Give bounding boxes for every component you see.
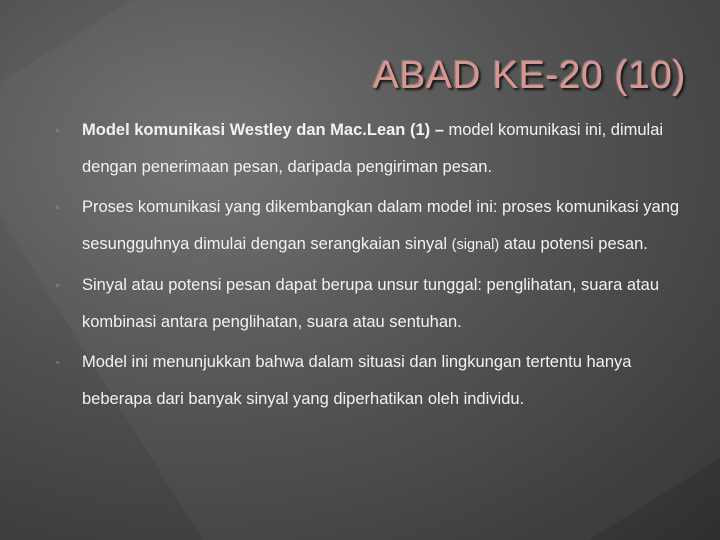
bullet-text-end: atau potensi pesan. <box>499 235 648 253</box>
bullet-item-4 <box>56 344 696 418</box>
bullet-parenthetical-text: (signal) <box>451 237 500 253</box>
bullet-emphasis-text: penerimaan pesan <box>141 158 279 176</box>
bullet-marker-icon: ▫ <box>56 280 60 290</box>
bullet-text: Model ini menunjukkan bahwa dalam situasi dan lingkungan tertentu hanya beberapa dari banyak sinyal yang diperhatikan oleh individu. <box>82 353 632 408</box>
slide-title: ABAD KE-20 (10) <box>372 54 686 97</box>
bullet-text: Sinyal atau potensi pesan dapat berupa unsur tunggal: penglihatan, suara atau kombinasi antara penglihatan, suara atau sentuhan. <box>82 276 660 331</box>
bullet-text-end: , daripada pengiriman pesan. <box>278 158 493 176</box>
bullet-marker-icon: ▫ <box>56 125 60 135</box>
bullet-marker-icon: ▫ <box>56 202 60 212</box>
bullet-list <box>56 112 696 421</box>
bullet-marker-icon: ▫ <box>56 357 60 367</box>
bullet-item-1 <box>56 112 696 186</box>
bullet-text: model komunikasi ini, dimulai dengan <box>82 121 664 176</box>
bullet-item-2 <box>56 189 696 264</box>
bullet-lead-text: Model komunikasi Westley dan Mac.Lean (1) – <box>82 121 444 139</box>
bullet-text: Proses komunikasi yang dikembangkan dalam model ini: proses komunikasi yang sesungguhnya dimulai dengan serangkaian sinyal <box>82 198 680 253</box>
bullet-item-3 <box>56 267 696 341</box>
